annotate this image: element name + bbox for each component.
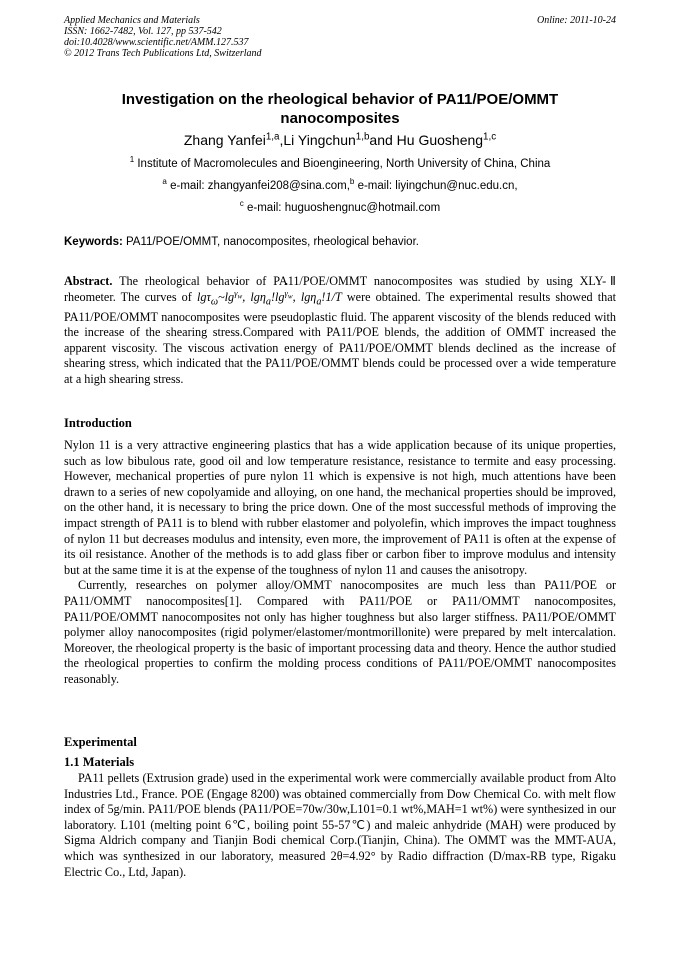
email-b: e-mail: liyingchun@nuc.edu.cn, bbox=[354, 180, 518, 192]
intro-paragraph-2: Currently, researches on polymer alloy/OMMT nanocomposites are much less than PA11/POE or PA11/OMMT nanocomposites[1]. Compared with PA11/POE or PA11/OMMT nanocomposites, PA11/POE/OMMT nanocomposites not only has higher toughness but also larger stiffness. PA11/POE/OMMT polymer alloy nanocomposites (rigid polymer/elastomer/montmorillonite) were prepared by melt intercalation. Moreover, the rheological property is the basic of important processing data and theory. Hence the author studied the rheological properties to confirm the molding process conditions of PA11/POE/OMMT nanocomposites reasonably. bbox=[64, 578, 616, 686]
formula-part: , lgη bbox=[242, 289, 266, 304]
formula-sub: a bbox=[316, 296, 322, 308]
journal-header bbox=[64, 15, 616, 59]
title-line-1: Investigation on the rheological behavior of PA11/POE/OMMT bbox=[121, 91, 559, 108]
keywords bbox=[64, 235, 616, 249]
author-3-sup: 1,c bbox=[483, 131, 497, 143]
issn-line: ISSN: 1662-7482, Vol. 127, pp 537-542 bbox=[64, 26, 222, 37]
affiliation-text: Institute of Macromolecules and Bioengineering, North University of China, China bbox=[134, 158, 551, 170]
materials-paragraph: PA11 pellets (Extrusion grade) used in the experimental work were commercially available product from Alto Industries Ltd., France. POE (Engage 8200) was obtained commercially from Dow Chemical Co. with melt flow index of 5g/min. PA11/POE blends (PA11/POE=70w/30w,L101=0.1 wt%,MAH=1 wt%) were synthesized in our laboratory. L101 (melting point 6℃, boiling point 55-57℃) and maleic anhydride (MAH) were produced by Sigma Aldrich company and Tianjin Bodi chemical Corp.(Tianjin, China). The OMMT was the MMT-AUA, which was synthesized in our laboratory, measured 2θ=4.92° by Radio diffraction (D/max-RB type, Rigaku Electric Co., Ltd, Japan). bbox=[64, 771, 616, 879]
paper-title bbox=[64, 90, 616, 128]
intro-paragraph-1: Nylon 11 is a very attractive engineering plastics that has a wide application because of its unique properties, such as low bibulous rate, good oil and low temperature resistance, resistance to termite and easy processing. However, mechanical properties of pure nylon 11 which is expensive is not high, much attentions have been drawn to a series of new copolyamide and alloying, on one hand, the mechanical properties should be improved, on the other hand, it is necessary to bring the price down. One of the most successful methods of improving the impact strength of PA11 is to blend with rubber elastomer and polyolefin, which improves the impact toughness of nylon 11 but decreases modulus and intensity, even more, the improvement of PA11 is often at the expense of its oil resistance. Another of the methods is to add glass fiber or carbon fiber to improve modulus and intensity but at the same time it is at the expense of the toughness of nylon 11 and causes the anisotropy. bbox=[64, 438, 616, 577]
abstract-text-1: The rheological behavior of PA11/POE/OMMT nanocomposites was studied by using XLY-Ⅱ rheometer. The curves of bbox=[64, 274, 616, 304]
affiliation-sup: 1 bbox=[129, 155, 135, 165]
email-c-sup: c bbox=[239, 199, 244, 209]
online-date: Online: 2011-10-24 bbox=[537, 15, 616, 26]
author-2: ,Li Yingchun bbox=[279, 132, 356, 148]
formula-part: ~lg bbox=[217, 289, 235, 304]
email-line-1 bbox=[64, 179, 616, 193]
formula-sub: a bbox=[265, 296, 271, 308]
formula-part: , lgη bbox=[292, 289, 317, 304]
formula-part: lgτ bbox=[196, 289, 211, 304]
author-2-sup: 1,b bbox=[355, 131, 370, 143]
email-line-2 bbox=[64, 201, 616, 215]
author-list bbox=[64, 131, 616, 149]
journal-name: Applied Mechanics and Materials bbox=[64, 15, 200, 26]
author-1-sup: 1,a bbox=[265, 131, 280, 143]
email-a-sup: a bbox=[162, 177, 167, 187]
email-b-sup: b bbox=[349, 177, 355, 187]
copyright-line: © 2012 Trans Tech Publications Ltd, Switzerland bbox=[64, 48, 262, 59]
formula-sub: ω bbox=[210, 296, 218, 308]
author-3: and Hu Guosheng bbox=[369, 132, 484, 148]
affiliation bbox=[64, 157, 616, 171]
abstract-formula: $\lg\tau_\omega\sim\lg^{\gamma_w}$, $\lg\eta_a!\lg^{\gamma_w}$, lgη$_a$!1/T bbox=[196, 287, 342, 308]
formula-part: !1/T bbox=[321, 289, 342, 304]
email-c: e-mail: huguoshengnuc@hotmail.com bbox=[243, 202, 441, 214]
experimental-heading: Experimental bbox=[64, 735, 137, 749]
materials-body bbox=[64, 771, 616, 880]
introduction-heading: Introduction bbox=[64, 416, 132, 430]
materials-subheading: 1.1 Materials bbox=[64, 755, 135, 769]
abstract-label: Abstract. bbox=[64, 274, 113, 288]
keywords-label: Keywords: bbox=[64, 236, 123, 248]
formula-sub: w bbox=[237, 292, 243, 301]
title-line-2: nanocomposites bbox=[280, 110, 400, 127]
formula-sub: w bbox=[287, 292, 293, 301]
keywords-text: PA11/POE/OMMT, nanocomposites, rheological behavior. bbox=[122, 236, 419, 248]
abstract-text-2: were obtained. The experimental results showed that PA11/POE/OMMT nanocomposites were pseudoplastic fluid. The apparent viscosity of the blends reduced with the increase of the shearing stress.Compared with PA11/POE blends, the addition of OMMT increased the apparent viscosity. The viscous activation energy of PA11/POE/OMMT blends declined as the increase of shearing stress, which indicated that the PA11/POE/OMMT blends could be processed over a wide temperature at a high shearing stress. bbox=[64, 289, 616, 386]
introduction-body bbox=[64, 438, 616, 688]
formula-part: !lg bbox=[270, 289, 285, 304]
author-1: Zhang Yanfei bbox=[183, 132, 266, 148]
abstract bbox=[64, 274, 616, 388]
doi-line: doi:10.4028/www.scientific.net/AMM.127.537 bbox=[64, 37, 249, 48]
email-a: e-mail: zhangyanfei208@sina.com, bbox=[166, 180, 350, 192]
